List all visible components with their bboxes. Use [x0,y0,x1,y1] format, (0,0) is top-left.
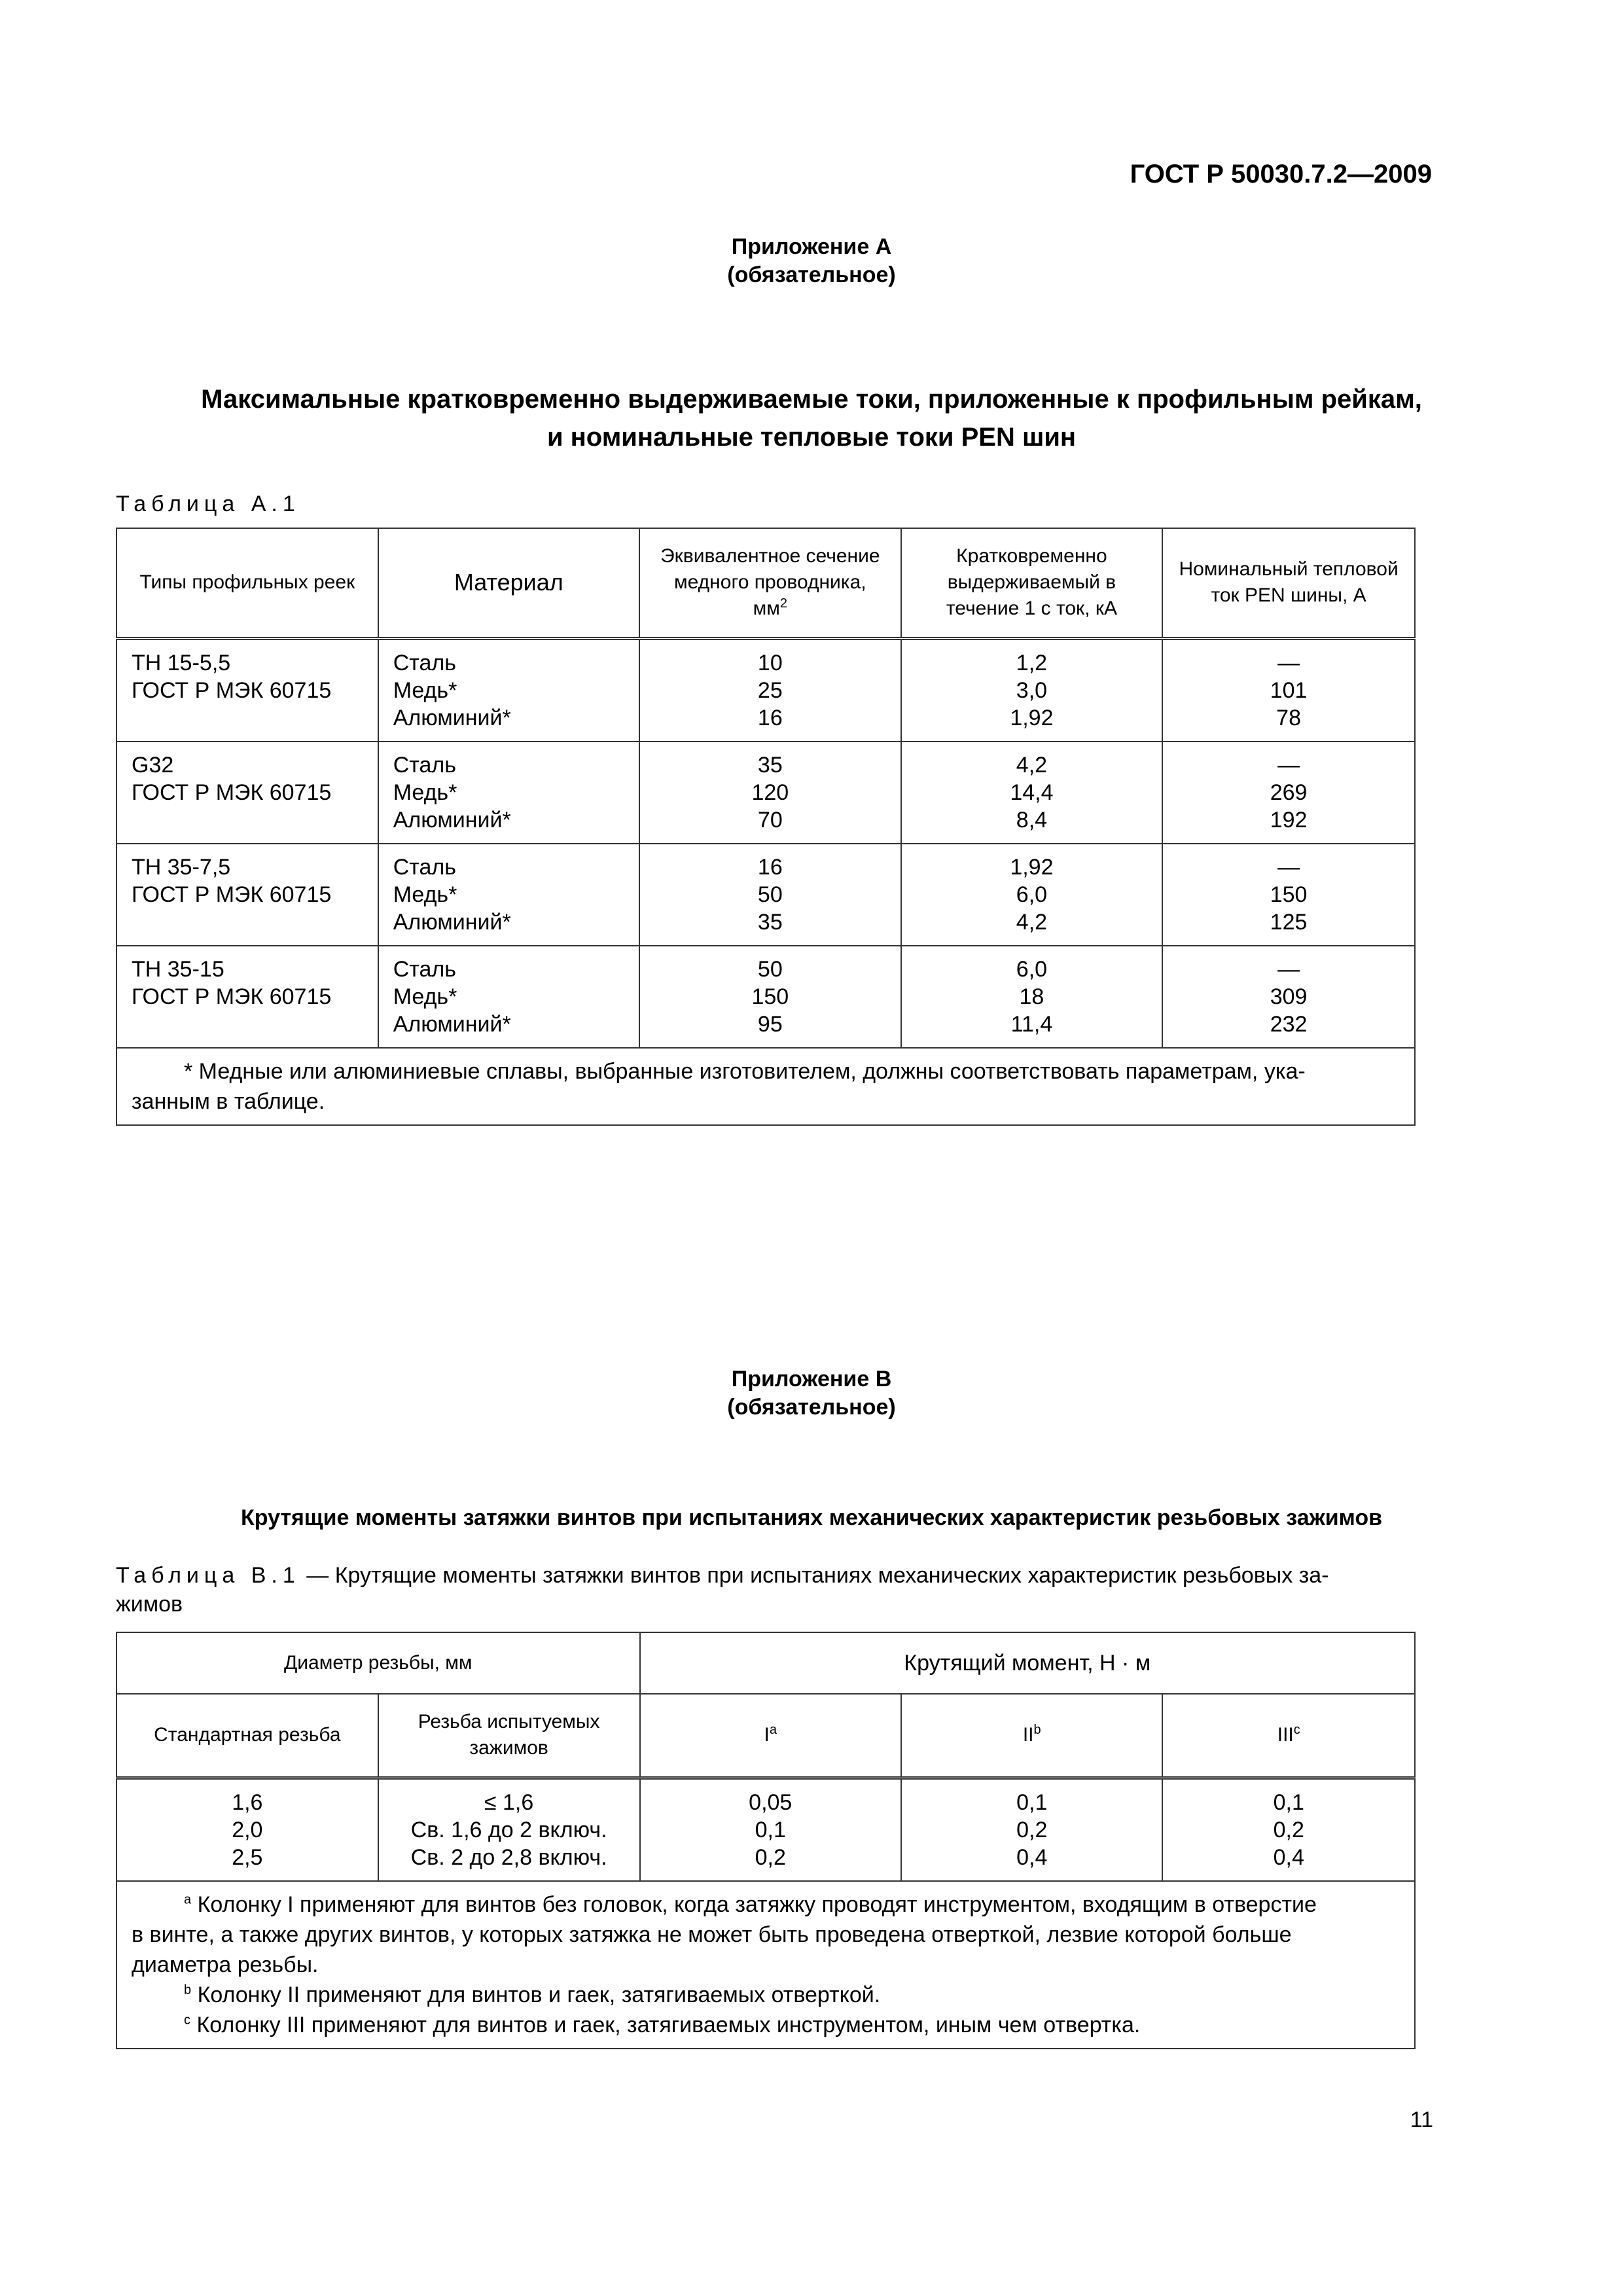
standard-thread-cell: 1,6 2,0 2,5 [116,1778,378,1881]
table-b1-footnotes: $^a$ Колонку I применяют для винтов без головок, когда затяжку проводят инструментом, входящим в отверстие в винте, а также других винтов, у которых затяжка не может быть проведена отверткой, лезвие которой больше диаметра резьбы. $^b$ Колонку II применяют для винтов и гаек, затягиваемых отверткой. $^c$ Колонку III применяют для винтов и гаек, затягиваемых инструментом, иным чем отвертка. [116,1881,1415,2049]
header-standard-thread: Стандартная резьба [116,1694,378,1778]
header-rail-type: Типы профильных реек [116,528,378,638]
document-code: ГОСТ Р 50030.7.2—2009 [1130,160,1432,188]
page-number: 11 [1410,2108,1433,2132]
rail-type-cell: TH 15-5,5 ГОСТ Р МЭК 60715 [116,638,378,742]
header-column-ii: $II^b$ [901,1694,1162,1778]
table-row [116,1778,1415,1881]
material-cell: Сталь Медь* Алюминий* [378,844,639,946]
rail-type-cell: TH 35-15 ГОСТ Р МЭК 60715 [116,946,378,1048]
appendix-a-section-title-line2: и номинальные тепловые токи PEN шин [546,423,1077,452]
appendix-b-title: Приложение В [731,1367,892,1391]
table-row [116,742,1415,844]
header-material: Материал [378,528,639,638]
material-cell: Сталь Медь* Алюминий* [378,638,639,742]
column-iii-cell: 0,1 0,2 0,4 [1162,1778,1415,1881]
rail-type-cell: G32 ГОСТ Р МЭК 60715 [116,742,378,844]
header-column-iii: III$^c$ [1162,1694,1415,1778]
table-row [116,946,1415,1048]
header-column-i: $I^a$ [640,1694,902,1778]
table-b1 [116,1632,1416,2049]
table-b1-label: Таблица В.1 — Крутящие моменты затяжки винтов при испытаниях механических характеристик резьбовых за- жимов [116,1563,1329,1617]
table-a1 [116,528,1416,1126]
appendix-b-section-title: Крутящие моменты затяжки винтов при испытаниях механических характеристик резьбовых зажимов [241,1505,1382,1530]
table-a1-label: Таблица А.1 [116,492,300,516]
footnote-a: $^a$ Колонку I применяют для винтов без головок, когда затяжку проводят инструментом, входящим в отверстие [184,1892,1317,1917]
section-cell: 16 50 35 [639,844,901,946]
short-current-cell: 1,2 3,0 1,92 [901,638,1162,742]
table-row [116,844,1415,946]
header-thermal-current: Номинальный тепловой ток PEN шины, А [1162,528,1415,638]
thermal-current-cell: — 101 78 [1162,638,1415,742]
appendix-b-status: (обязательное) [727,1395,896,1420]
header-torque: Крутящий момент, Н · м [640,1632,1415,1694]
header-equivalent-section: Эквивалентное сечение медного проводника, $мм^2$ [639,528,901,638]
short-current-cell: 1,92 6,0 4,2 [901,844,1162,946]
section-cell: 50 150 95 [639,946,901,1048]
appendix-a-section-title-line1: Максимальные кратковременно выдерживаемые токи, приложенные к профильным рейкам, [201,385,1422,414]
appendix-a-status: (обязательное) [727,262,896,287]
header-short-time-current: Кратковременно выдерживаемый в течение 1 с ток, кА [901,528,1162,638]
section-cell: 35 120 70 [639,742,901,844]
table-row [116,638,1415,742]
table-a1-footnote: * Медные или алюминиевые сплавы, выбранные изготовителем, должны соответствовать параметрам, ука- занным в таблице. [116,1048,1415,1125]
material-cell: Сталь Медь* Алюминий* [378,946,639,1048]
material-cell: Сталь Медь* Алюминий* [378,742,639,844]
thermal-current-cell: — 269 192 [1162,742,1415,844]
tested-thread-cell: ≤ 1,6 Св. 1,6 до 2 включ. Св. 2 до 2,8 включ. [378,1778,640,1881]
thermal-current-cell: — 150 125 [1162,844,1415,946]
rail-type-cell: TH 35-7,5 ГОСТ Р МЭК 60715 [116,844,378,946]
section-cell: 10 25 16 [639,638,901,742]
short-current-cell: 4,2 14,4 8,4 [901,742,1162,844]
appendix-a-title: Приложение А [731,234,892,259]
short-current-cell: 6,0 18 11,4 [901,946,1162,1048]
header-tested-thread: Резьба испытуемых зажимов [378,1694,640,1778]
thermal-current-cell: — 309 232 [1162,946,1415,1048]
column-i-cell: 0,05 0,1 0,2 [640,1778,902,1881]
footnote-b: $^b$ Колонку II применяют для винтов и гаек, затягиваемых отверткой. [184,1982,881,2007]
footnote-c: $^c$ Колонку III применяют для винтов и гаек, затягиваемых инструментом, иным чем отвертка. [184,2012,1141,2037]
header-thread-diameter: Диаметр резьбы, мм [116,1632,640,1694]
column-ii-cell: 0,1 0,2 0,4 [901,1778,1162,1881]
